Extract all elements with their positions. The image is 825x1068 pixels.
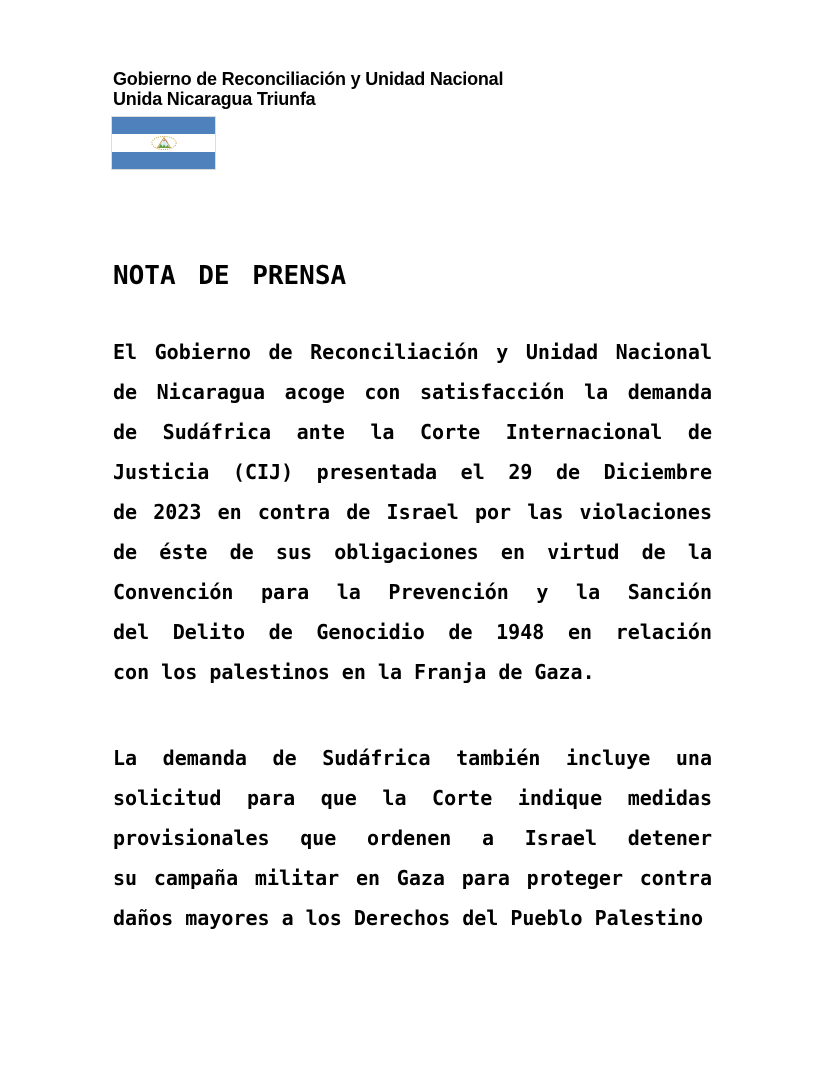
letterhead-line1: Gobierno de Reconciliación y Unidad Nacional [113,69,504,89]
document-title: NOTA DE PRENSA [113,261,347,291]
text-line: con los palestinos en la Franja de Gaza. [113,660,595,684]
text-line: La demanda de Sudáfrica también incluye una [113,746,712,770]
text-line: daños mayores a los Derechos del Pueblo Palestino [113,906,704,930]
paragraph [113,332,712,692]
text-line: Convención para la Prevención y la Sanción [113,580,712,604]
text-line: de éste de sus obligaciones en virtud de la [113,540,712,564]
text-line: su campaña militar en Gaza para proteger contra [113,866,712,890]
text-line: Justicia (CIJ) presentada el 29 de Diciembre [113,460,712,484]
flag-stripe-top [112,117,215,134]
text-line: solicitud para que la Corte indique medidas [113,786,712,810]
nicaragua-coat-of-arms-icon [150,135,178,151]
nicaragua-flag-image [112,117,215,169]
flag-stripe-middle [112,134,215,151]
flag-stripe-bottom [112,152,215,169]
text-line: El Gobierno de Reconciliación y Unidad Nacional [113,340,712,364]
text-line: de Nicaragua acoge con satisfacción la demanda [113,380,712,404]
text-line: provisionales que ordenen a Israel detener [113,826,712,850]
letterhead [113,69,503,109]
text-line: de 2023 en contra de Israel por las violaciones [113,500,712,524]
text-line: del Delito de Genocidio de 1948 en relación [113,620,712,644]
text-line: de Sudáfrica ante la Corte Internacional de [113,420,712,444]
paragraph [113,738,712,938]
document-body [113,332,712,938]
letterhead-line2: Unida Nicaragua Triunfa [113,89,316,109]
